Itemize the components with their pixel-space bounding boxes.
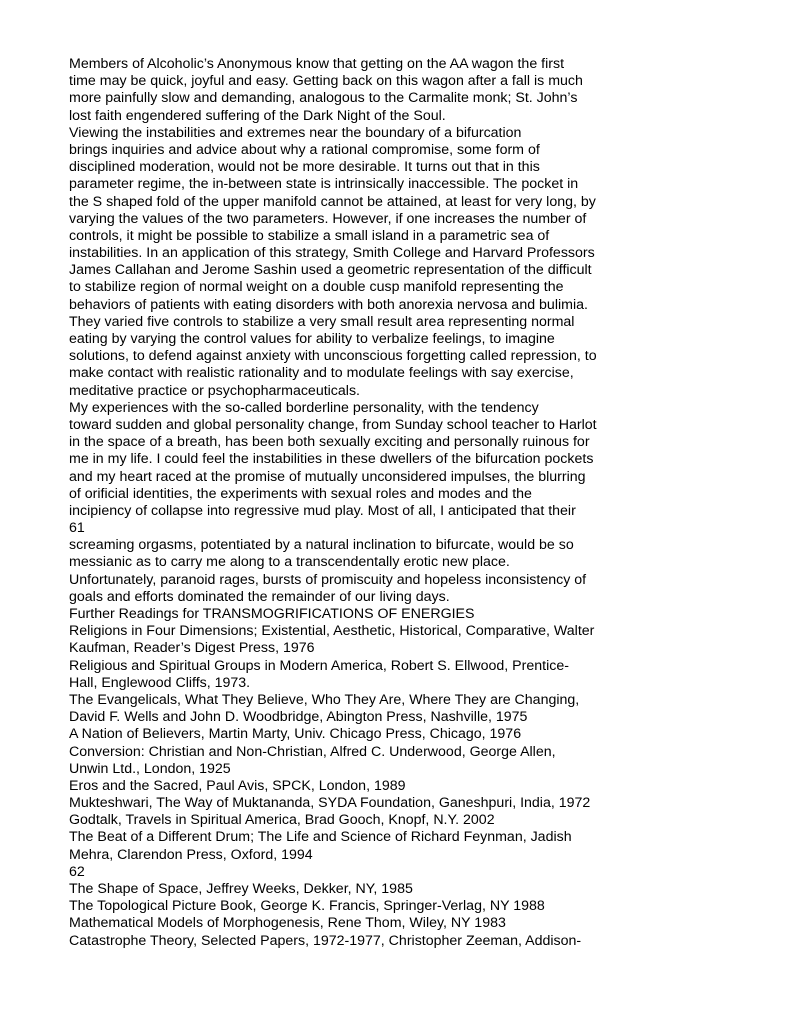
text-line: James Callahan and Jerome Sashin used a geometric representation of the difficult bbox=[69, 262, 592, 279]
text-line: lost faith engendered suffering of the Dark Night of the Soul. bbox=[69, 107, 446, 124]
text-line: goals and efforts dominated the remainder of our living days. bbox=[69, 588, 450, 605]
reading-item: The Topological Picture Book, George K. Francis, Springer-Verlag, NY 1988 bbox=[69, 898, 545, 915]
text-line: controls, it might be possible to stabilize a small island in a parametric sea of bbox=[69, 227, 550, 244]
reading-item: Conversion: Christian and Non-Christian, Alfred C. Underwood, George Allen, bbox=[69, 743, 556, 760]
reading-item: Catastrophe Theory, Selected Papers, 1972-1977, Christopher Zeeman, Addison- bbox=[69, 932, 582, 949]
text-line: Members of Alcoholic’s Anonymous know that getting on the AA wagon the first bbox=[69, 56, 565, 72]
reading-item: Mathematical Models of Morphogenesis, Rene Thom, Wiley, NY 1983 bbox=[69, 915, 506, 932]
reading-item: A Nation of Believers, Martin Marty, Univ. Chicago Press, Chicago, 1976 bbox=[69, 726, 522, 743]
text-line: parameter regime, the in-between state is intrinsically inaccessible. The pocket in bbox=[69, 176, 579, 193]
section-heading: Further Readings for TRANSMOGRIFICATIONS OF ENERGIES bbox=[69, 606, 475, 622]
text-line: to stabilize region of normal weight on a double cusp manifold representing the bbox=[69, 279, 564, 296]
text-line: messianic as to carry me along to a transcendentally erotic new place. bbox=[69, 554, 510, 571]
reading-item: Godtalk, Travels in Spiritual America, Brad Gooch, Knopf, N.Y. 2002 bbox=[69, 812, 495, 829]
text-line: and my heart raced at the promise of mutually unconsidered impulses, the blurring bbox=[69, 468, 586, 485]
text-line: Unfortunately, paranoid rages, bursts of promiscuity and hopeless inconsistency of bbox=[69, 571, 587, 588]
reading-item: Unwin Ltd., London, 1925 bbox=[69, 760, 231, 777]
page-number: 62 bbox=[69, 863, 85, 880]
text-line: behaviors of patients with eating disorders with both anorexia nervosa and bulimia. bbox=[69, 296, 588, 313]
text-line: They varied five controls to stabilize a very small result area representing normal bbox=[69, 313, 575, 330]
text-line: the S shaped fold of the upper manifold cannot be attained, at least for very long, by bbox=[69, 193, 596, 210]
text-line: in the space of a breath, has been both sexually exciting and personally ruinous for bbox=[69, 434, 590, 451]
text-line: more painfully slow and demanding, analogous to the Carmalite monk; St. John’s bbox=[69, 90, 578, 107]
reading-item: Eros and the Sacred, Paul Avis, SPCK, London, 1989 bbox=[69, 777, 406, 794]
text-line: meditative practice or psychopharmaceuticals. bbox=[69, 382, 360, 399]
reading-item: Mehra, Clarendon Press, Oxford, 1994 bbox=[69, 846, 313, 863]
text-line: of orificial identities, the experiments with sexual roles and modes and the bbox=[69, 485, 532, 502]
reading-item: Religious and Spiritual Groups in Modern America, Robert S. Ellwood, Prentice- bbox=[69, 657, 569, 674]
text-line: solutions, to defend against anxiety with unconscious forgetting called repression, to bbox=[69, 348, 597, 365]
text-line: incipiency of collapse into regressive mud play. Most of all, I anticipated that their bbox=[69, 502, 576, 519]
document-body bbox=[69, 56, 769, 950]
text-line: make contact with realistic rationality and to modulate feelings with say exercise, bbox=[69, 365, 574, 382]
reading-item: The Evangelicals, What They Believe, Who They Are, Where They are Changing, bbox=[69, 691, 580, 708]
text-line: brings inquiries and advice about why a rational compromise, some form of bbox=[69, 141, 540, 158]
text-line: toward sudden and global personality change, from Sunday school teacher to Harlot bbox=[69, 416, 597, 433]
reading-item: Kaufman, Reader’s Digest Press, 1976 bbox=[69, 640, 315, 657]
reading-item: The Shape of Space, Jeffrey Weeks, Dekker, NY, 1985 bbox=[69, 881, 413, 897]
reading-item: David F. Wells and John D. Woodbridge, Abington Press, Nashville, 1975 bbox=[69, 709, 528, 726]
page-number: 61 bbox=[69, 520, 85, 537]
text-line: varying the values of the two parameters. However, if one increases the number of bbox=[69, 210, 587, 227]
reading-item: Mukteshwari, The Way of Muktananda, SYDA Foundation, Ganeshpuri, India, 1972 bbox=[69, 795, 591, 812]
text-line: screaming orgasms, potentiated by a natural inclination to bifurcate, would be so bbox=[69, 537, 574, 554]
text-line: disciplined moderation, would not be more desirable. It turns out that in this bbox=[69, 159, 540, 176]
text-line: My experiences with the so-called borderline personality, with the tendency bbox=[69, 399, 539, 416]
reading-item: Hall, Englewood Cliffs, 1973. bbox=[69, 674, 251, 691]
text-line: time may be quick, joyful and easy. Getting back on this wagon after a fall is much bbox=[69, 73, 583, 90]
text-line: eating by varying the control values for ability to verbalize feelings, to imagine bbox=[69, 331, 555, 347]
reading-item: Religions in Four Dimensions; Existential, Aesthetic, Historical, Comparative, Walter bbox=[69, 623, 595, 640]
text-line: me in my life. I could feel the instabilities in these dwellers of the bifurcation pockets bbox=[69, 451, 594, 468]
text-line: instabilities. In an application of this strategy, Smith College and Harvard Professors bbox=[69, 245, 595, 262]
text-line: Viewing the instabilities and extremes near the boundary of a bifurcation bbox=[69, 124, 522, 141]
reading-item: The Beat of a Different Drum; The Life and Science of Richard Feynman, Jadish bbox=[69, 829, 572, 846]
